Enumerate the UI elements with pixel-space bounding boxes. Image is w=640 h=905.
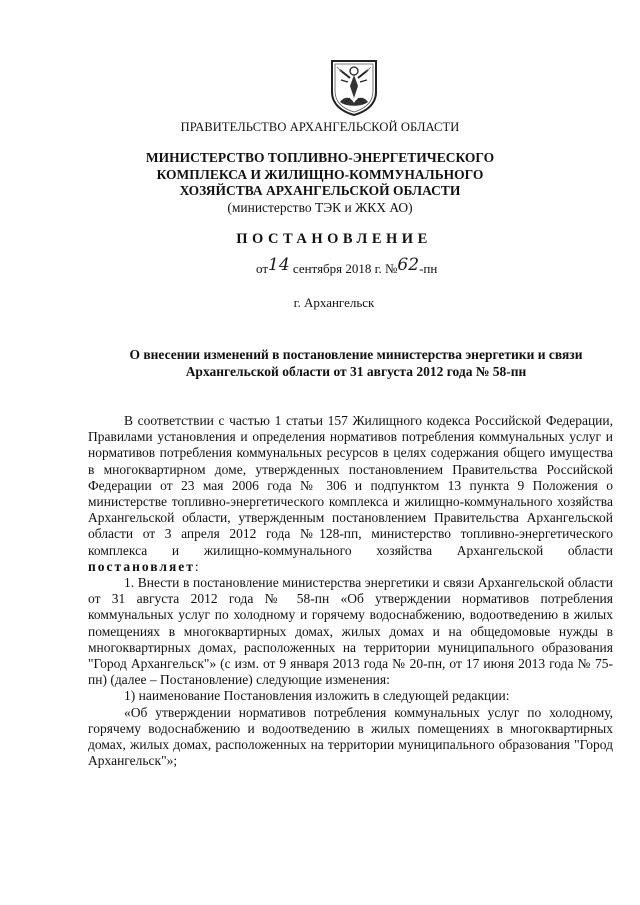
coat-of-arms-emblem (328, 58, 380, 116)
ministry-short-name: (министерство ТЭК и ЖКХ АО) (227, 199, 413, 215)
document-subject (96, 346, 616, 380)
ministry-name-line: ХОЗЯЙСТВА АРХАНГЕЛЬСКОЙ ОБЛАСТИ (179, 183, 461, 198)
government-title: ПРАВИТЕЛЬСТВО АРХАНГЕЛЬСКОЙ ОБЛАСТИ (180, 120, 460, 134)
ministry-name-line: МИНИСТЕРСТВО ТОПЛИВНО-ЭНЕРГЕТИЧЕСКОГО (145, 150, 495, 165)
handwritten-day: 14 (268, 255, 290, 275)
body-paragraph-subitem-1: 1) наименование Постановления изложить в следующей редакции: (124, 688, 510, 704)
document-date-number (256, 255, 438, 278)
ministry-name (0, 150, 640, 216)
subject-line: О внесении изменений в постановление министерства энергетики и связи (129, 347, 583, 362)
handwritten-number: 62 (397, 255, 420, 275)
resolves-word: постановляет (88, 558, 195, 574)
subject-line: Архангельской области от 31 августа 2012 года № 58-пн (185, 364, 527, 379)
body-paragraph-item-1: 1. Внести в постановление министерства энергетики и связи Архангельской области от 31 августа 2012 года № 58-пн «Об утверждении нормативов потребления коммунальных услуг по холодному и горячему водоснабжению, водоотведению в жилых помещениях в многоквартирных домах, жилых домах и на общедомовые нужды в многоквартирных домах, расположенных на территории муниципального образования "Город Архангельск"» (с изм. от 9 января 2013 года № 20-пн, от 17 июня 2013 года № 75-пн) (далее – Постановление) следующие изменения: (88, 575, 613, 688)
date-prefix: от (256, 261, 269, 276)
document-body (88, 413, 613, 769)
body-paragraph-new-title: «Об утверждении нормативов потребления коммунальных услуг по холодному, горячему водоснабжению и водоотведению в жилых помещениях в многоквартирных домах, жилых домах, расположенных на территории муниципального образования "Город Архангельск"»; (88, 704, 613, 769)
date-month-year: сентября 2018 г. № (292, 261, 398, 276)
body-paragraph-preamble (88, 413, 613, 575)
preamble-colon: : (194, 558, 199, 574)
document-type-title: ПОСТАНОВЛЕНИЕ (236, 231, 432, 247)
ministry-name-line: КОМПЛЕКСА И ЖИЛИЩНО-КОММУНАЛЬНОГО (156, 166, 484, 182)
number-suffix: -пн (419, 261, 438, 276)
preamble-text: В соответствии с частью 1 статьи 157 Жилищного кодекса Российской Федерации, Правилами установления и определения нормативов потребления коммунальных услуг и нормативов потребления коммунальных ресурсов в целях содержания общего имущества в многоквартирном доме, утвержденных постановлением Правительства Российской Федерации от 23 мая 2006 года № 306 и подпунктом 13 пункта 9 Положения о министерстве топливно-энергетического комплекса и жилищно-коммунального хозяйства Архангельской области, утвержденным постановлением Правительства Архангельской области от 3 апреля 2012 года №128-пп, министерство топливно-энергетического комплекса и жилищно-коммунального хозяйства Архангельской области (88, 413, 613, 558)
city-name: г. Архангельск (293, 295, 375, 310)
